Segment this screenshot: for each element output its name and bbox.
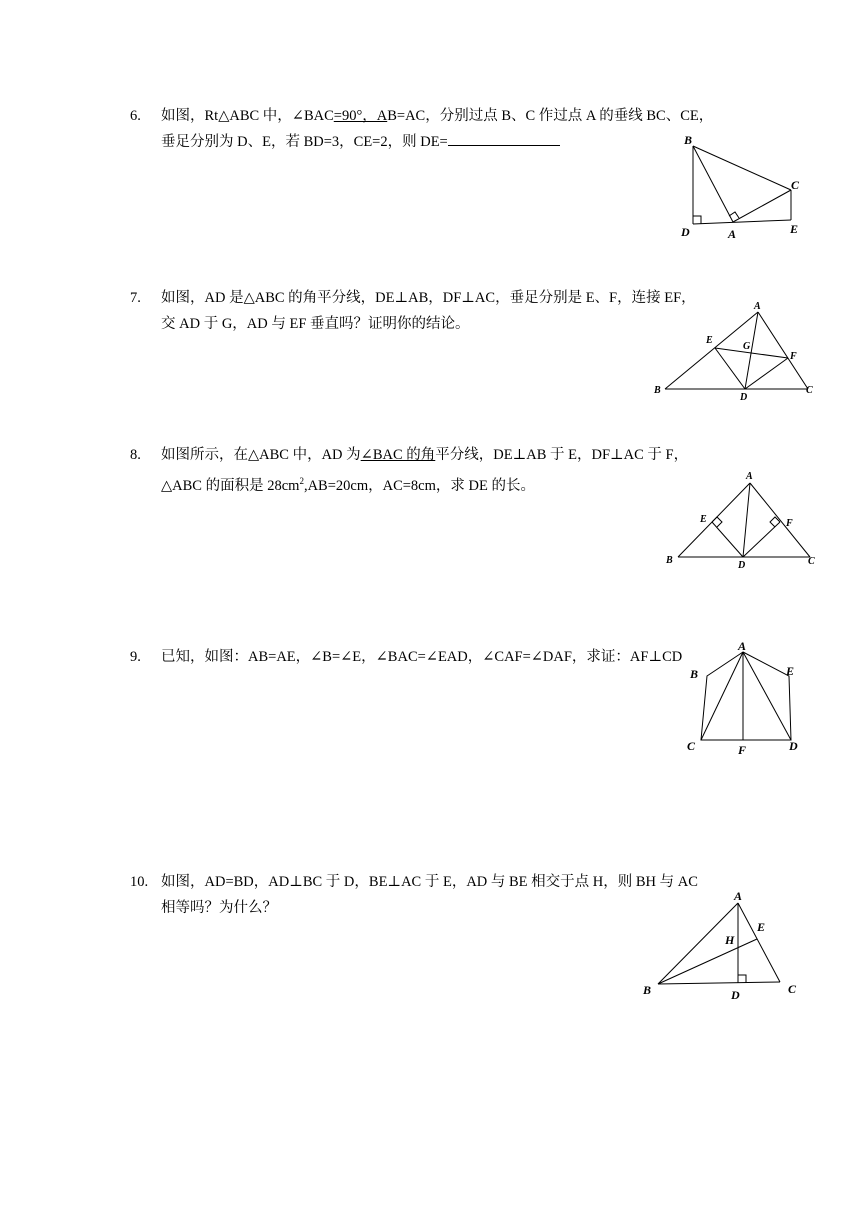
- problem-number: 6.: [130, 108, 141, 124]
- label-b: B: [690, 667, 699, 681]
- problem-line: 已知，如图：AB=AE，∠B=∠E，∠BAC=∠EAD，∠CAF=∠DAF，求证：AF⊥CD: [161, 649, 683, 665]
- text-run: ,AB=20cm，AC=8cm，求 DE 的长。: [303, 477, 535, 494]
- problem-line: [161, 442, 750, 468]
- segment-de: [693, 220, 791, 224]
- label-a: A: [754, 301, 761, 312]
- label-b: B: [654, 385, 661, 396]
- label-e: E: [706, 335, 713, 346]
- label-d: D: [789, 739, 798, 753]
- label-d: D: [731, 988, 740, 1002]
- right-angle-mark-d: [738, 975, 746, 983]
- segment-ad: [743, 652, 791, 740]
- problem-8: [130, 442, 750, 499]
- label-d: D: [740, 392, 748, 403]
- text-run: △ABC 的面积是 28cm: [161, 477, 300, 494]
- label-e: E: [700, 514, 707, 525]
- right-angle-mark-e: [712, 517, 722, 527]
- segment-ad: [743, 483, 750, 557]
- text-run: 如图，Rt△ABC 中，∠BAC: [161, 108, 334, 124]
- problem-line: 交 AD 于 G，AD 与 EF 垂直吗？证明你的结论。: [161, 316, 470, 332]
- segment-ac: [733, 190, 791, 222]
- segment-de: [715, 348, 745, 389]
- segment-ac: [738, 903, 780, 982]
- problem-line: [161, 103, 750, 129]
- text-run: 平分线，DE⊥AB 于 E，DF⊥AC 于 F，: [435, 447, 689, 463]
- label-e: E: [790, 222, 799, 236]
- label-g: G: [743, 341, 751, 352]
- segment-de: [712, 522, 743, 557]
- answer-blank[interactable]: [448, 131, 560, 146]
- label-f: F: [790, 351, 797, 362]
- segment-ac: [750, 483, 810, 557]
- label-a: A: [734, 889, 743, 903]
- label-a: A: [738, 639, 747, 653]
- problem-line: 相等吗？为什么？: [161, 900, 277, 916]
- label-f: F: [786, 518, 793, 529]
- label-f: F: [738, 743, 747, 757]
- text-run: 如图所示，在△ABC 中，AD 为: [161, 447, 361, 463]
- figure-8: [660, 467, 830, 572]
- problem-line: 如图，AD=BD，AD⊥BC 于 D，BE⊥AC 于 E，AD 与 BE 相交于点 H，则 BH 与 AC: [161, 874, 698, 890]
- figure-6: [675, 132, 815, 242]
- right-angle-mark-d: [693, 216, 701, 224]
- problem-line: 如图，AD 是△ABC 的角平分线，DE⊥AB，DF⊥AC，垂足分别是 E、F，连接 EF，: [161, 290, 696, 306]
- label-d: D: [738, 560, 746, 571]
- segment-bc: [693, 146, 791, 190]
- segment-ac: [758, 312, 808, 389]
- underlined-text: =90°，A: [333, 108, 388, 124]
- label-b: B: [666, 555, 673, 566]
- problem-line: [161, 129, 750, 155]
- segment-ba: [693, 146, 733, 222]
- label-a: A: [728, 227, 737, 241]
- text-run: 垂足分别为 D、E，若 BD=3，CE=2，则 DE=: [161, 134, 448, 150]
- label-d: D: [681, 225, 690, 239]
- label-e: E: [757, 920, 766, 934]
- label-c: C: [788, 982, 797, 996]
- problem-6: [130, 103, 750, 155]
- problem-number: 10.: [130, 874, 149, 890]
- label-e: E: [786, 664, 795, 678]
- label-c: C: [806, 385, 813, 396]
- label-a: A: [746, 471, 753, 482]
- problem-number: 8.: [130, 447, 141, 463]
- segment-bc: [658, 982, 780, 984]
- problem-number: 7.: [130, 290, 141, 306]
- problem-text: [161, 644, 750, 670]
- figure-9: [683, 638, 813, 763]
- segment-be: [658, 939, 757, 984]
- problem-9: [130, 644, 750, 670]
- segment-df: [743, 522, 780, 557]
- figure-7: [650, 297, 820, 407]
- label-h: H: [725, 933, 735, 947]
- text-run: B=AC，分别过点 B、C 作过点 A 的垂线 BC、CE，: [387, 108, 714, 124]
- problem-text: [161, 103, 750, 155]
- label-c: C: [808, 556, 815, 567]
- label-b: B: [684, 133, 693, 147]
- label-c: C: [687, 739, 696, 753]
- underlined-text: ∠BAC 的角: [360, 447, 436, 463]
- label-c: C: [791, 178, 800, 192]
- segment-df: [745, 358, 788, 389]
- problem-number: 9.: [130, 649, 141, 665]
- superscript: 2: [299, 476, 304, 486]
- label-b: B: [643, 983, 652, 997]
- figure-10: [640, 887, 810, 1007]
- segment-ac: [701, 652, 743, 740]
- pentagon-abcde: [701, 652, 791, 740]
